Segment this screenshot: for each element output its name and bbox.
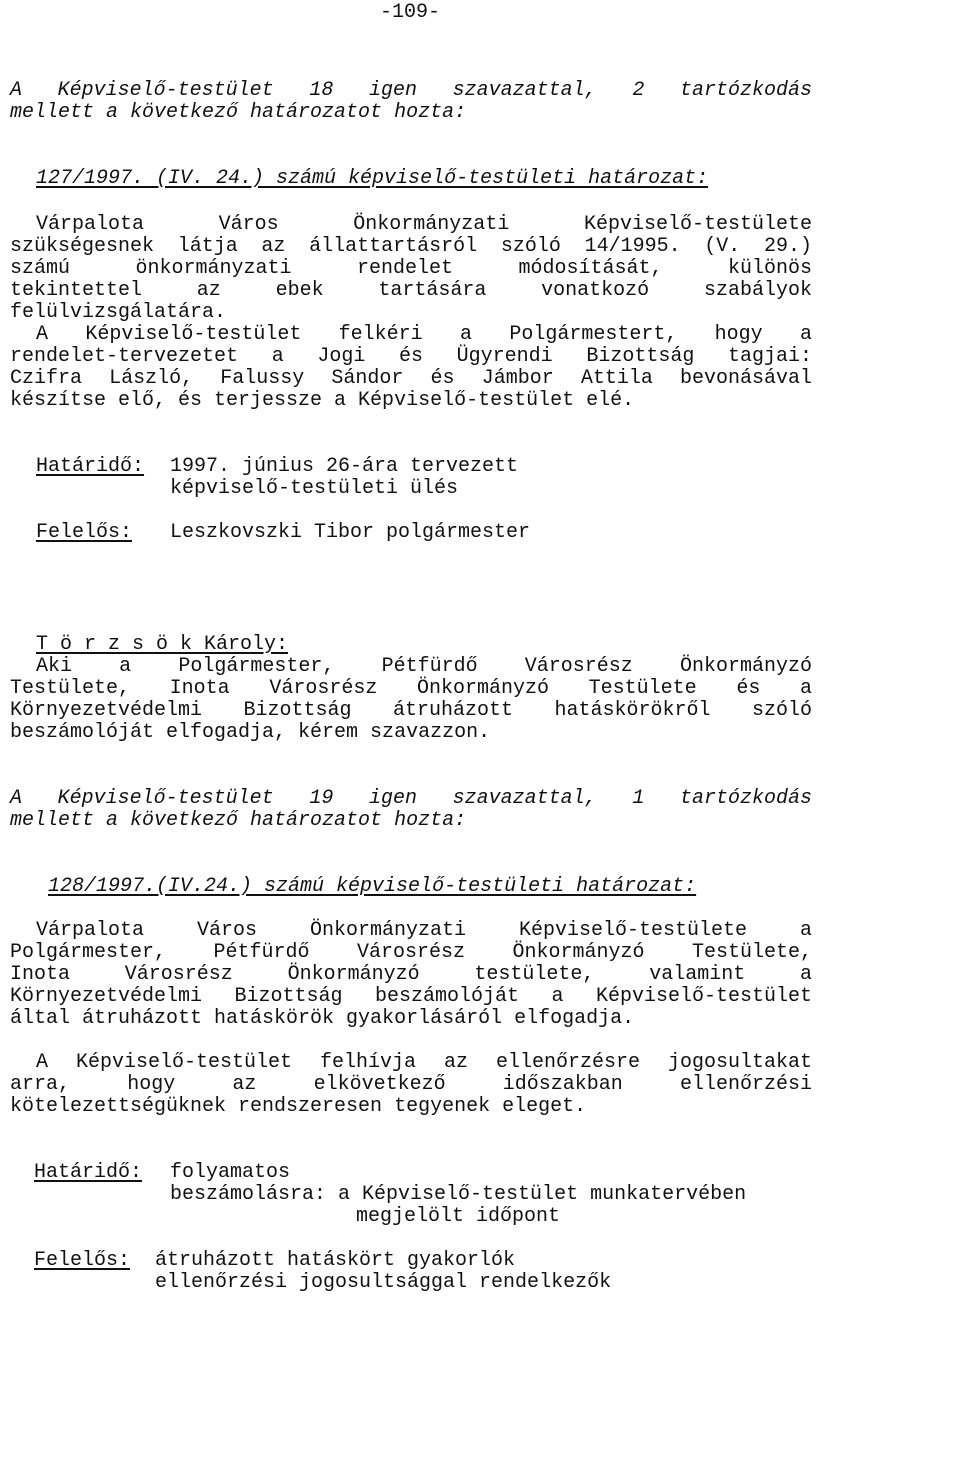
- resolution-text-line: Várpalota Város Önkormányzati Képviselő-testülete a: [36, 919, 812, 942]
- resolution-text-line: Polgármester, Pétfürdő Városrész Önkormányzó Testülete,: [10, 941, 812, 964]
- deadline-value: megjelölt időpont: [356, 1205, 561, 1228]
- responsible-value: átruházott hatáskört gyakorlók: [155, 1249, 516, 1272]
- speaker-text-line: Környezetvédelmi Bizottság átruházott hatáskörökről szóló: [10, 699, 812, 722]
- resolution-text-line: tekintettel az ebek tartására vonatkozó szabályok: [10, 279, 812, 302]
- deadline-value: 1997. június 26-ára tervezett: [170, 455, 519, 478]
- responsible-value: Leszkovszki Tibor polgármester: [170, 521, 531, 544]
- speaker-text-line: beszámolóját elfogadja, kérem szavazzon.: [10, 721, 491, 744]
- vote-statement-line: mellett a következő határozatot hozta:: [10, 101, 467, 124]
- deadline-label: Határidő:: [36, 455, 145, 478]
- resolution-text-line: Czifra László, Falussy Sándor és Jámbor Attila bevonásával: [10, 367, 812, 390]
- page-number: -109-: [380, 1, 441, 24]
- resolution-text-line: Várpalota Város Önkormányzati Képviselő-testülete: [36, 213, 812, 236]
- resolution-text-line: készítse elő, és terjessze a Képviselő-testület elé.: [10, 389, 635, 412]
- resolution-text-line: rendelet-tervezetet a Jogi és Ügyrendi Bizottság tagjai:: [10, 345, 812, 368]
- deadline-value: képviselő-testületi ülés: [170, 477, 459, 500]
- vote-statement-line: A Képviselő-testület 19 igen szavazattal, 1 tartózkodás: [10, 787, 812, 810]
- resolution-text-line: felülvizsgálatára.: [10, 301, 227, 324]
- resolution-text-line: szükségesnek látja az állattartásról szóló 14/1995. (V. 29.): [10, 235, 812, 258]
- resolution-title: 127/1997. (IV. 24.) számú képviselő-testületi határozat:: [36, 167, 709, 190]
- resolution-text-line: Környezetvédelmi Bizottság beszámolóját a Képviselő-testület: [10, 985, 812, 1008]
- vote-statement-line: A Képviselő-testület 18 igen szavazattal, 2 tartózkodás: [10, 79, 812, 102]
- responsible-label: Felelős:: [34, 1249, 131, 1272]
- resolution-text-line: Inota Városrész Önkormányzó testülete, valamint a: [10, 963, 812, 986]
- deadline-label: Határidő:: [34, 1161, 143, 1184]
- speaker-text-line: Aki a Polgármester, Pétfürdő Városrész Önkormányzó: [36, 655, 812, 678]
- resolution-text-line: A Képviselő-testület felkéri a Polgármestert, hogy a: [36, 323, 812, 346]
- resolution-text-line: számú önkormányzati rendelet módosítását, különös: [10, 257, 812, 280]
- resolution-text-line: kötelezettségüknek rendszeresen tegyenek eleget.: [10, 1095, 587, 1118]
- deadline-value: beszámolásra: a Képviselő-testület munkatervében: [170, 1183, 747, 1206]
- resolution-text-line: arra, hogy az elkövetkező időszakban ellenőrzési: [10, 1073, 812, 1096]
- vote-statement-line: mellett a következő határozatot hozta:: [10, 809, 467, 832]
- resolution-title: 128/1997.(IV.24.) számú képviselő-testületi határozat:: [48, 875, 697, 898]
- resolution-text-line: által átruházott hatáskörök gyakorlásáról elfogadja.: [10, 1007, 635, 1030]
- responsible-value: ellenőrzési jogosultsággal rendelkezők: [155, 1271, 612, 1294]
- speaker-text-line: Testülete, Inota Városrész Önkormányzó Testülete és a: [10, 677, 812, 700]
- deadline-value: folyamatos: [170, 1161, 291, 1184]
- responsible-label: Felelős:: [36, 521, 133, 544]
- resolution-text-line: A Képviselő-testület felhívja az ellenőrzésre jogosultakat: [36, 1051, 812, 1074]
- speaker-name: T ö r z s ö k Károly:: [36, 633, 289, 656]
